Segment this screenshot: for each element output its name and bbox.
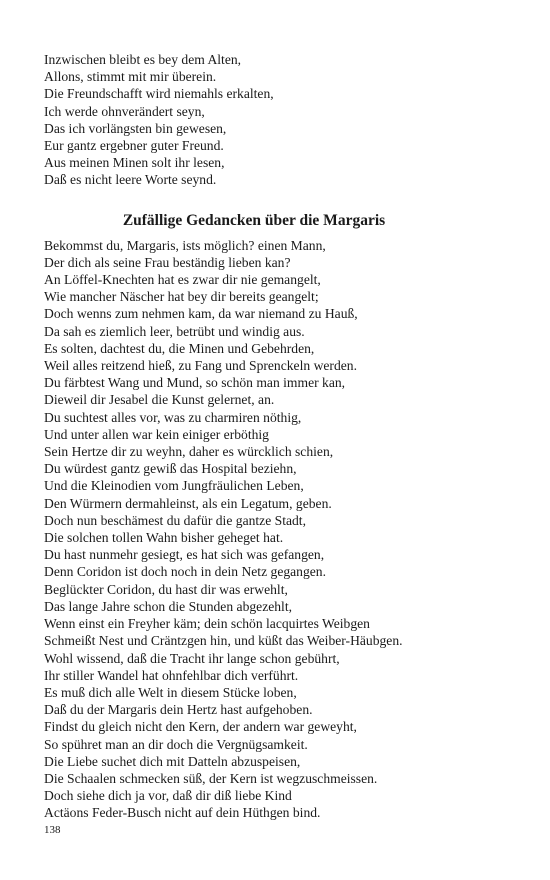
verse-line: Es solten, dachtest du, die Minen und Gebehrden, <box>44 340 315 356</box>
verse-line: Findst du gleich nicht den Kern, der andern war geweyht, <box>44 719 357 735</box>
verse-line: Eur gantz ergebner guter Freund. <box>44 138 224 154</box>
verse-line: Du färbtest Wang und Mund, so schön man immer kan, <box>44 375 346 391</box>
verse-line: Wie mancher Näscher hat bey dir bereits geangelt; <box>44 289 319 305</box>
verse-line: Denn Coridon ist doch noch in dein Netz gegangen. <box>44 564 327 580</box>
verse-line: Doch wenns zum nehmen kam, da war niemand zu Hauß, <box>44 306 358 322</box>
verse-line: Bekommst du, Margaris, ists möglich? einen Mann, <box>44 237 326 253</box>
poem-title: Zufällige Gedancken über die Margaris <box>122 211 386 229</box>
page-number: 138 <box>44 824 61 836</box>
verse-line: Du würdest gantz gewiß das Hospital beziehn, <box>44 461 297 477</box>
verse-line: Beglückter Coridon, du hast dir was erwehlt, <box>44 581 288 597</box>
verse-line: Daß es nicht leere Worte seynd. <box>44 172 217 188</box>
verse-line: Wohl wissend, daß die Tracht ihr lange schon gebührt, <box>44 650 340 666</box>
verse-line: Der dich als seine Frau beständig lieben kan? <box>44 254 291 270</box>
verse-line: Weil alles reitzend hieß, zu Fang und Sprenckeln werden. <box>44 358 357 374</box>
verse-line: So spühret man an dir doch die Vergnügsamkeit. <box>44 736 308 752</box>
verse-line: Aus meinen Minen solt ihr lesen, <box>44 155 225 171</box>
verse-line: Daß du der Margaris dein Hertz hast aufgehoben. <box>44 702 313 718</box>
verse-line: Schmeißt Nest und Cräntzgen hin, und küßt das Weiber-Häubgen. <box>44 633 403 649</box>
verse-line: Sein Hertze dir zu weyhn, daher es würcklich schien, <box>44 444 334 460</box>
verse-line: Die Schaalen schmecken süß, der Kern ist wegzuschmeissen. <box>44 770 378 786</box>
verse-line: Und unter allen war kein einiger erböthig <box>44 426 269 442</box>
verse-line: Die Liebe suchet dich mit Datteln abzuspeisen, <box>44 753 301 769</box>
verse-line: Das ich vorlängsten bin gewesen, <box>44 120 227 136</box>
verse-line: Es muß dich alle Welt in diesem Stücke loben, <box>44 684 297 700</box>
verse-line: Ihr stiller Wandel hat ohnfehlbar dich verführt. <box>44 667 299 683</box>
verse-line: Du suchtest alles vor, was zu charmiren nöthig, <box>44 409 302 425</box>
verse-line: An Löffel-Knechten hat es zwar dir nie gemangelt, <box>44 272 321 288</box>
page-body <box>44 51 514 822</box>
verse-line: Ich werde ohnverändert seyn, <box>44 103 205 119</box>
verse-line: Actäons Feder-Busch nicht auf dein Hüthgen bind. <box>44 805 321 821</box>
verse-line: Den Würmern dermahleinst, als ein Legatum, geben. <box>44 495 332 511</box>
verse-line: Und die Kleinodien vom Jungfräulichen Leben, <box>44 478 304 494</box>
verse-line: Da sah es ziemlich leer, betrübt und windig aus. <box>44 323 305 339</box>
verse-line: Doch nun beschämest du dafür die gantze Stadt, <box>44 512 306 528</box>
poem-text <box>44 237 514 822</box>
verse-line: Inzwischen bleibt es bey dem Alten, <box>44 52 242 67</box>
verse-line: Allons, stimmt mit mir überein. <box>44 69 217 85</box>
verse-line: Du hast nunmehr gesiegt, es hat sich was gefangen, <box>44 547 325 563</box>
verse-line: Das lange Jahre schon die Stunden abgezehlt, <box>44 598 293 614</box>
verse-line: Doch siehe dich ja vor, daß dir diß liebe Kind <box>44 788 292 804</box>
verse-line: Wenn einst ein Freyher käm; dein schön lacquirtes Weibgen <box>44 616 370 632</box>
closing-stanza <box>44 51 514 189</box>
verse-line: Dieweil dir Jesabel die Kunst gelernet, an. <box>44 392 275 408</box>
verse-line: Die solchen tollen Wahn bisher geheget hat. <box>44 530 284 546</box>
verse-line: Die Freundschafft wird niemahls erkalten, <box>44 86 274 102</box>
